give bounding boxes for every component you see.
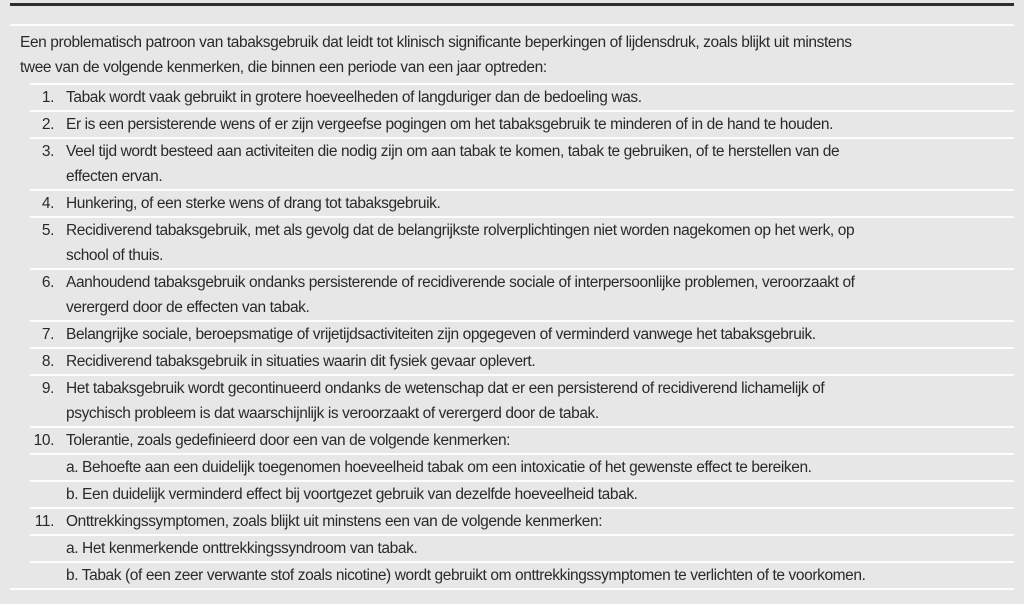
criterion-text-line: Het tabaksgebruik wordt gecontinueerd ondanks de wetenschap dat er een persisterend of recidiverend lichamelijk of <box>66 380 825 397</box>
criterion-text-line: verergerd door de effecten van tabak. <box>66 299 310 316</box>
criterion-number: 5. <box>41 222 54 239</box>
criterion-item <box>30 347 1014 374</box>
criterion-text-line: Tabak wordt vaak gebruikt in grotere hoeveelheden of langduriger dan de bedoeling was. <box>66 89 642 106</box>
criterion-number: 1. <box>41 89 54 106</box>
criterion-text-line: effecten ervan. <box>66 168 163 185</box>
criterion-subitem <box>30 453 1014 480</box>
criterion-text-line: Onttrekkingssymptomen, zoals blijkt uit minstens een van de volgende kenmerken: <box>66 513 603 530</box>
criterion-number: 3. <box>41 143 54 160</box>
criterion-text-line: Belangrijke sociale, beroepsmatige of vrijetijdsactiviteiten zijn opgegeven of verminderd vanwege het tabaksgebruik. <box>66 326 816 343</box>
criterion-text-line: Recidiverend tabaksgebruik in situaties waarin dit fysiek gevaar oplevert. <box>66 353 536 370</box>
criterion-item <box>30 507 1014 534</box>
criterion-text-line: Recidiverend tabaksgebruik, met als gevolg dat de belangrijkste rolverplichtingen niet worden nagekomen op het werk, op <box>66 222 855 239</box>
criterion-number: 4. <box>41 195 54 212</box>
criterion-text <box>54 218 1014 268</box>
criterion-text-line: b. Een duidelijk verminderd effect bij voortgezet gebruik van dezelfde hoeveelheid tabak. <box>66 486 638 503</box>
top-spacer <box>10 6 1014 24</box>
criterion-text-line: school of thuis. <box>66 247 163 264</box>
criterion-text-line: Veel tijd wordt besteed aan activiteiten die nodig zijn om aan tabak te komen, tabak te gebruiken, of te herstellen van de <box>66 143 840 160</box>
criterion-number: 6. <box>41 274 54 291</box>
criterion-text <box>54 428 1014 453</box>
criteria-rows <box>10 83 1014 588</box>
criterion-item <box>30 426 1014 453</box>
criterion-text <box>54 139 1014 189</box>
criterion-number: 10. <box>33 432 54 449</box>
criterion-text-line: a. Behoefte aan een duidelijk toegenomen hoeveelheid tabak om een intoxicatie of het gewenste effect te bereiken. <box>66 459 812 476</box>
criterion-text-line: psychisch probleem is dat waarschijnlijk is veroorzaakt of verergerd door de tabak. <box>66 405 599 422</box>
criterion-item <box>30 216 1014 268</box>
criterion-subitem <box>30 480 1014 507</box>
criterion-subitem <box>30 534 1014 561</box>
criterion-text-line: Hunkering, of een sterke wens of drang tot tabaksgebruik. <box>66 195 441 212</box>
criterion-text-line: Tolerantie, zoals gedefinieerd door een van de volgende kenmerken: <box>66 432 511 449</box>
criterion-text-line: b. Tabak (of een zeer verwante stof zoals nicotine) wordt gebruikt om onttrekkingssymptomen te verlichten of te voorkomen. <box>66 567 866 584</box>
criterion-item <box>30 189 1014 216</box>
criterion-number <box>30 482 54 507</box>
criterion-text <box>54 191 1014 216</box>
criterion-subitem <box>30 561 1014 588</box>
criterion-text <box>54 349 1014 374</box>
intro-line: Een problematisch patroon van tabaksgebruik dat leidt tot klinisch significante beperkingen of lijdensdruk, zoals blijkt uit minstens <box>20 34 852 51</box>
criterion-text <box>54 455 1014 480</box>
criterion-number: 8. <box>41 353 54 370</box>
criterion-text <box>54 85 1014 110</box>
criterion-number <box>30 536 54 561</box>
criterion-text-line: Er is een persisterende wens of er zijn vergeefse pogingen om het tabaksgebruik te minderen of in de hand te houden. <box>66 116 834 133</box>
criterion-number <box>30 563 54 588</box>
criterion-item <box>30 320 1014 347</box>
criteria-intro <box>10 26 1014 83</box>
criterion-number: 11. <box>34 513 54 530</box>
criterion-text <box>54 482 1014 507</box>
criterion-number: 7. <box>41 326 54 343</box>
criterion-item <box>30 137 1014 189</box>
criterion-text <box>54 112 1014 137</box>
criterion-text-line: a. Het kenmerkende onttrekkingssyndroom van tabak. <box>66 540 418 557</box>
criterion-text <box>54 270 1014 320</box>
criterion-number: 2. <box>41 116 54 133</box>
criterion-number <box>30 455 54 480</box>
criterion-text <box>54 536 1014 561</box>
criterion-text-line: Aanhoudend tabaksgebruik ondanks persisterende of recidiverende sociale of interpersoonlijke problemen, veroorzaakt of <box>66 274 855 291</box>
criterion-item <box>30 268 1014 320</box>
criterion-number: 9. <box>41 380 54 397</box>
criterion-item <box>30 83 1014 110</box>
criterion-text <box>54 563 1014 588</box>
table-bottom-rule <box>10 588 1014 590</box>
criterion-text <box>54 376 1014 426</box>
criteria-table <box>10 0 1014 590</box>
criterion-text <box>54 509 1014 534</box>
criterion-item <box>30 110 1014 137</box>
criterion-text <box>54 322 1014 347</box>
intro-line: twee van de volgende kenmerken, die binnen een periode van een jaar optreden: <box>20 59 547 76</box>
criterion-item <box>30 374 1014 426</box>
